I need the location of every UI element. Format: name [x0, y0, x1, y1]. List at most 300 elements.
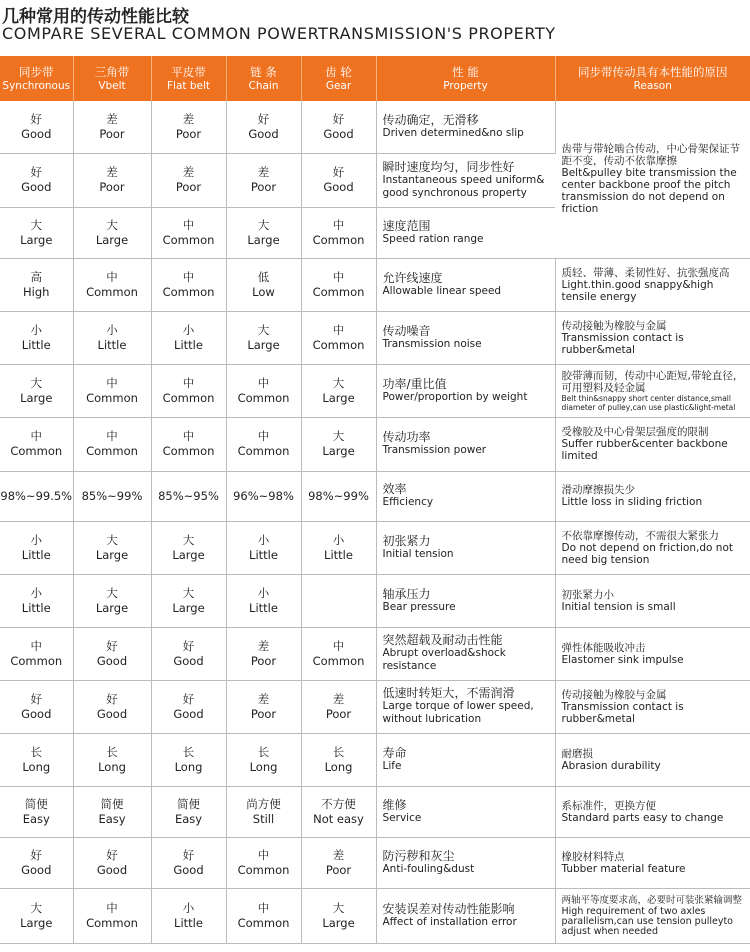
- value-cn: 好: [182, 847, 195, 862]
- value-cn: 大: [106, 585, 118, 600]
- value-cn: 差: [182, 111, 195, 126]
- reason-cn: 耐磨损: [561, 747, 593, 760]
- property-cn: 允许线速度: [382, 270, 443, 285]
- value-cell: 85%~99%: [73, 471, 151, 521]
- property-en: Initial tension: [382, 547, 454, 560]
- value-en: Common: [86, 444, 138, 458]
- reason-cn: 传动接触为橡胶与金属: [561, 688, 667, 701]
- value-cn: 长: [106, 744, 118, 759]
- value-en: Common: [312, 284, 365, 299]
- reason-cell-merged: [555, 101, 750, 258]
- table-row: [0, 101, 750, 153]
- table-row: [0, 417, 750, 471]
- value-cell: [151, 680, 226, 733]
- value-cn: 长: [182, 744, 195, 759]
- value-en: Common: [162, 232, 215, 247]
- property-cell: [376, 680, 555, 733]
- value-en: Easy: [98, 811, 126, 826]
- reason-en: Elastomer sink impulse: [561, 653, 684, 666]
- value-en: Large: [247, 232, 280, 247]
- property-cell: [376, 258, 555, 311]
- property-cn: 安装误差对传动性能影响: [382, 901, 515, 916]
- value-cn: 中: [182, 217, 195, 232]
- value-cell: [151, 521, 226, 574]
- value-cn: 大: [182, 585, 195, 600]
- property-en: Allowable linear speed: [382, 284, 502, 297]
- property-cell: [376, 153, 555, 207]
- value-en: Common: [312, 653, 365, 668]
- value-cell: [0, 207, 73, 258]
- value-en: Good: [21, 126, 52, 141]
- value-en: Little: [174, 337, 203, 352]
- property-en: Driven determined&no slip: [382, 126, 524, 139]
- property-cell: [376, 417, 555, 471]
- value-cn: 大: [106, 532, 118, 547]
- reason-cn: 质轻、带薄、柔韧性好、抗张强度高: [561, 266, 730, 279]
- header-label-en: Property: [443, 79, 488, 92]
- table-row: [0, 837, 750, 888]
- table-row: [0, 364, 750, 417]
- value-cn: 大: [332, 429, 345, 443]
- value-cn: 大: [30, 900, 42, 915]
- value-cell: [151, 101, 226, 153]
- property-en: Instantaneous speed uniform& good synchronous property: [382, 173, 545, 199]
- property-cell: [376, 207, 555, 258]
- table-row: [0, 627, 750, 680]
- table-row: [0, 471, 750, 521]
- header-gear: [301, 56, 376, 101]
- reason-cn: 传动接触为橡胶与金属: [561, 319, 667, 332]
- value-en: Poor: [325, 706, 352, 721]
- header-label-cn: 同步带: [19, 64, 54, 79]
- value-cn: 大: [182, 532, 195, 547]
- reason-en: Initial tension is small: [561, 600, 676, 613]
- table-row: [0, 733, 750, 786]
- value-cell: [151, 627, 226, 680]
- page-title-cn: 几种常用的传动性能比较: [2, 7, 189, 27]
- value-cn: 大: [332, 375, 345, 390]
- value-cn: 中: [332, 322, 345, 337]
- value-cell: [151, 574, 226, 627]
- header-label-en: Flat belt: [166, 79, 210, 92]
- value-cell: [301, 680, 376, 733]
- value-en: Good: [96, 653, 128, 668]
- value-cn: 好: [30, 111, 42, 126]
- value-cell: [301, 101, 376, 153]
- reason-cn: 两轴平等度要求高，必要时可装张紧输调整: [561, 894, 743, 906]
- reason-en: Belt thin&snappy short center distance,small diameter of pulley,can use plastic&light-metal: [561, 393, 736, 412]
- property-cell: [376, 837, 555, 888]
- value-cn: 大: [257, 322, 270, 337]
- header-label-cn: 三角带: [94, 64, 130, 79]
- value-en: Large: [247, 337, 280, 352]
- value-cell: [0, 258, 73, 311]
- value-cn: 小: [30, 585, 42, 600]
- value-cell: [73, 627, 151, 680]
- value-en: Good: [21, 180, 52, 194]
- value-en: Long: [22, 759, 51, 774]
- value-cn: 好: [106, 847, 118, 862]
- value-en: Long: [98, 759, 126, 774]
- value-cn: 差: [182, 165, 195, 179]
- value-cell: [151, 207, 226, 258]
- reason-en: Transmission contact is rubber&metal: [561, 331, 684, 356]
- table-row: [0, 680, 750, 733]
- value-en: Little: [21, 600, 51, 615]
- reason-cell: [555, 417, 750, 471]
- value-en: Common: [237, 862, 290, 877]
- value-en: Large: [20, 915, 53, 930]
- value-cn: 中: [106, 900, 118, 915]
- property-cn: 效率: [382, 482, 407, 496]
- value-en: Common: [237, 915, 290, 930]
- reason-cell: [555, 837, 750, 888]
- value-cell: [301, 311, 376, 364]
- value-cn: 好: [30, 165, 42, 179]
- property-en: Large torque of lower speed, without lubrication: [382, 700, 534, 725]
- value-cn: 中: [257, 847, 270, 862]
- reason-en: Little loss in sliding friction: [561, 496, 703, 508]
- header-reason: [555, 56, 750, 101]
- value-cn: 中: [332, 217, 345, 232]
- property-cn: 传动噪音: [382, 323, 431, 338]
- value-cn: 好: [182, 691, 195, 706]
- value-en: Little: [324, 547, 353, 562]
- value-cn: 好: [106, 691, 118, 706]
- header-label-cn: 性 能: [452, 64, 479, 79]
- value-en: High: [23, 284, 50, 299]
- header-chain: [226, 56, 301, 101]
- value-cell: [73, 786, 151, 837]
- value-cn: 长: [257, 744, 270, 759]
- page-title-en: COMPARE SEVERAL COMMON POWERTRANSMISSION'S PROPERTY: [2, 24, 556, 43]
- value-en: Little: [249, 600, 278, 615]
- value-cell: [226, 733, 301, 786]
- value-cn: 尚方便: [246, 796, 281, 811]
- value-cn: 低: [257, 269, 270, 284]
- reason-cn: 系标准件，更换方便: [561, 799, 656, 812]
- property-en: Transmission noise: [382, 337, 482, 350]
- value-en: Common: [86, 390, 138, 405]
- reason-cn: 受橡胶及中心骨架层强度的限制: [561, 426, 709, 438]
- value-cn: 差: [257, 165, 270, 179]
- value-en: Good: [21, 706, 52, 721]
- value-cn: 中: [182, 269, 195, 284]
- header-label-cn: 链 条: [250, 64, 277, 79]
- value-cell: [73, 258, 151, 311]
- property-cn: 寿命: [382, 745, 407, 760]
- value-cn: 大: [30, 375, 42, 390]
- reason-en: Belt&pulley bite transmission the center backbone proof the pitch transmission do not depend on friction: [561, 167, 737, 216]
- property-cn: 传动确定，无滑移: [382, 112, 479, 127]
- value-cell: [301, 153, 376, 207]
- header-label-en: Gear: [325, 79, 352, 92]
- value-cell: [226, 258, 301, 311]
- value-en: Good: [173, 862, 204, 877]
- reason-en: Standard parts easy to change: [561, 811, 724, 824]
- value-en: Good: [96, 862, 128, 877]
- value-en: Common: [10, 653, 63, 668]
- property-en: Bear pressure: [382, 600, 456, 613]
- value-cn: 差: [332, 691, 345, 706]
- value-en: Common: [162, 444, 215, 458]
- property-en: Transmission power: [382, 444, 487, 456]
- value-cn: 差: [257, 691, 270, 706]
- table-row: [0, 888, 750, 943]
- table-body: [0, 101, 750, 943]
- value-cell: [301, 258, 376, 311]
- reason-cell: [555, 258, 750, 311]
- property-cn: 功率/重比值: [382, 376, 447, 391]
- value-cn: 简便: [24, 796, 48, 811]
- value-cell: [0, 837, 73, 888]
- value-cell: [0, 364, 73, 417]
- property-en: Service: [382, 811, 422, 824]
- value-cell: [0, 101, 73, 153]
- value-cn: 差: [106, 111, 118, 126]
- table-row: [0, 786, 750, 837]
- value-cn: 小: [30, 322, 42, 337]
- value-en: Common: [237, 444, 290, 458]
- value-en: Not easy: [313, 811, 364, 826]
- value-cn: 中: [257, 429, 270, 443]
- value-cn: 小: [30, 532, 42, 547]
- property-cell: [376, 364, 555, 417]
- property-en: Speed ration range: [382, 232, 484, 245]
- header-label-cn: 同步带传动具有本性能的原因: [578, 64, 728, 79]
- value-cn: 好: [257, 111, 270, 126]
- value-cell: [226, 364, 301, 417]
- reason-cell: [555, 680, 750, 733]
- property-cn: 传动功率: [382, 430, 431, 444]
- value-cn: 小: [257, 532, 270, 547]
- value-cell: [73, 311, 151, 364]
- header-label-en: Reason: [633, 79, 672, 92]
- property-cn: 轴承压力: [382, 586, 431, 601]
- reason-cn: 弹性体能吸收冲击: [561, 641, 646, 654]
- reason-cn: 齿带与带轮啮合传动，中心骨架保证节距不变，传动不依靠摩擦: [561, 143, 740, 168]
- value-cell: [0, 786, 73, 837]
- value-en: Poor: [250, 180, 277, 194]
- reason-cell: [555, 471, 750, 521]
- value-en: Good: [21, 862, 52, 877]
- value-cell: [73, 574, 151, 627]
- value-cell: [301, 417, 376, 471]
- header-vbelt: [73, 56, 151, 101]
- value-en: Little: [174, 915, 203, 930]
- reason-cn: 滑动摩擦损失少: [561, 484, 635, 496]
- value-cell: [0, 733, 73, 786]
- value-cell: [151, 364, 226, 417]
- value-cell: [151, 837, 226, 888]
- property-en: Power/proportion by weight: [382, 390, 528, 403]
- value-en: Good: [248, 126, 279, 141]
- value-cn: 大: [332, 900, 345, 915]
- property-cell: [376, 521, 555, 574]
- value-cell: [73, 521, 151, 574]
- value-cn: 好: [182, 638, 195, 653]
- value-cn: 高: [30, 269, 42, 284]
- value-en: Large: [95, 232, 129, 247]
- value-en: Large: [95, 600, 129, 615]
- value-cell: [73, 888, 151, 943]
- value-cell: [0, 888, 73, 943]
- header-flat-belt: [151, 56, 226, 101]
- value-cell: [226, 311, 301, 364]
- value-cn: 不方便: [321, 796, 356, 811]
- table-row: [0, 311, 750, 364]
- reason-cn: 胶带薄而韧，传动中心距短,带轮直径，可用塑料及轻金属: [561, 369, 744, 394]
- header-label-en: Synchronous: [2, 79, 71, 92]
- reason-cell: [555, 311, 750, 364]
- value-cell: 98%~99%: [301, 471, 376, 521]
- reason-en: Light.thin.good snappy&high tensile energy: [561, 278, 714, 303]
- value-en: Common: [312, 337, 365, 352]
- value-en: Large: [322, 915, 355, 930]
- value-en: Common: [162, 284, 215, 299]
- value-cell: [301, 207, 376, 258]
- value-cn: 好: [332, 165, 345, 179]
- value-cn: 中: [106, 375, 118, 390]
- value-cell: [73, 733, 151, 786]
- property-cell: [376, 311, 555, 364]
- value-cn: 小: [332, 532, 345, 547]
- value-en: Large: [20, 390, 53, 405]
- property-en: Life: [382, 759, 402, 772]
- value-cell: [226, 786, 301, 837]
- value-cn: 简便: [100, 796, 124, 811]
- value-cn: 大: [30, 217, 42, 232]
- value-cell: [226, 680, 301, 733]
- reason-en: High requirement of two axles parallelism,can use tension pulleyto adjust when needed: [561, 905, 733, 937]
- property-cn: 突然超载及耐动击性能: [382, 633, 503, 647]
- value-en: Good: [173, 706, 204, 721]
- value-cell: [226, 521, 301, 574]
- value-en: Little: [21, 547, 51, 562]
- value-en: Little: [249, 547, 278, 562]
- property-cell: [376, 786, 555, 837]
- value-en: Low: [252, 284, 275, 299]
- value-cell: [151, 733, 226, 786]
- header-label-cn: 齿 轮: [325, 64, 352, 79]
- value-cell: 85%~95%: [151, 471, 226, 521]
- value-cell: [301, 521, 376, 574]
- property-en: Affect of installation error: [382, 915, 517, 928]
- value-cn: 中: [332, 638, 345, 653]
- reason-cell: [555, 733, 750, 786]
- value-cn: 小: [182, 322, 195, 337]
- value-cn: 小: [182, 900, 195, 915]
- value-cell: [301, 574, 376, 627]
- value-cell: [73, 207, 151, 258]
- value-cell: [0, 153, 73, 207]
- value-en: Common: [237, 390, 290, 405]
- property-cell: [376, 101, 555, 153]
- value-cell: [73, 837, 151, 888]
- value-cn: 好: [106, 638, 118, 653]
- value-cell: [0, 521, 73, 574]
- value-cn: 小: [106, 322, 118, 337]
- value-cell: [226, 417, 301, 471]
- value-cell: [301, 733, 376, 786]
- value-cn: 中: [182, 429, 195, 443]
- value-en: Long: [249, 759, 278, 774]
- value-cell: [226, 207, 301, 258]
- reason-cell: [555, 786, 750, 837]
- value-cn: 差: [106, 165, 118, 179]
- value-en: Long: [324, 759, 353, 774]
- value-cell: [226, 101, 301, 153]
- value-cn: 小: [257, 585, 270, 600]
- value-en: Poor: [250, 653, 277, 668]
- value-en: Common: [10, 444, 63, 458]
- comparison-table: [0, 56, 750, 944]
- property-en: Efficiency: [382, 496, 434, 508]
- value-cell: [301, 888, 376, 943]
- value-cn: 大: [106, 217, 118, 232]
- value-cn: 差: [332, 847, 345, 862]
- value-cell: [226, 837, 301, 888]
- value-en: Large: [95, 547, 129, 562]
- reason-en: Do not depend on friction,do not need big tension: [561, 541, 733, 566]
- property-cn: 防污秽和灰尘: [382, 848, 455, 863]
- header-label-cn: 平皮带: [171, 64, 206, 79]
- value-cell: [301, 627, 376, 680]
- table-header: [0, 56, 750, 101]
- value-cn: 差: [257, 638, 270, 653]
- value-cn: 中: [257, 375, 270, 390]
- value-en: Little: [97, 337, 127, 352]
- value-en: Common: [162, 390, 215, 405]
- value-cell: [0, 680, 73, 733]
- value-cell: [151, 311, 226, 364]
- value-cn: 好: [332, 111, 345, 126]
- value-cell: [151, 888, 226, 943]
- property-cell: [376, 471, 555, 521]
- value-cell: [301, 786, 376, 837]
- table-row: [0, 258, 750, 311]
- value-en: Common: [86, 284, 138, 299]
- property-cell: [376, 888, 555, 943]
- reason-cell: [555, 364, 750, 417]
- value-cell: [301, 364, 376, 417]
- value-cn: 简便: [177, 796, 200, 811]
- value-en: Poor: [250, 706, 277, 721]
- value-en: Large: [172, 600, 205, 615]
- property-en: Abrupt overload&shock resistance: [382, 647, 506, 672]
- property-cn: 初张紧力: [382, 533, 431, 548]
- value-en: Poor: [325, 862, 352, 877]
- value-cn: 中: [106, 429, 118, 443]
- reason-en: Suffer rubber&center backbone limited: [561, 438, 728, 462]
- value-cell: [151, 258, 226, 311]
- value-cell: [73, 417, 151, 471]
- property-cn: 维修: [382, 797, 407, 812]
- reason-cell: [555, 888, 750, 943]
- value-cell: [151, 786, 226, 837]
- property-cell: [376, 627, 555, 680]
- value-cell: [151, 417, 226, 471]
- value-cell: [73, 153, 151, 207]
- value-cell: [0, 311, 73, 364]
- value-cell: 96%~98%: [226, 471, 301, 521]
- value-cell: [301, 837, 376, 888]
- reason-en: Abrasion durability: [561, 759, 661, 772]
- property-cell: [376, 733, 555, 786]
- value-en: Good: [323, 180, 354, 194]
- value-en: Large: [172, 547, 205, 562]
- value-en: Still: [252, 811, 275, 826]
